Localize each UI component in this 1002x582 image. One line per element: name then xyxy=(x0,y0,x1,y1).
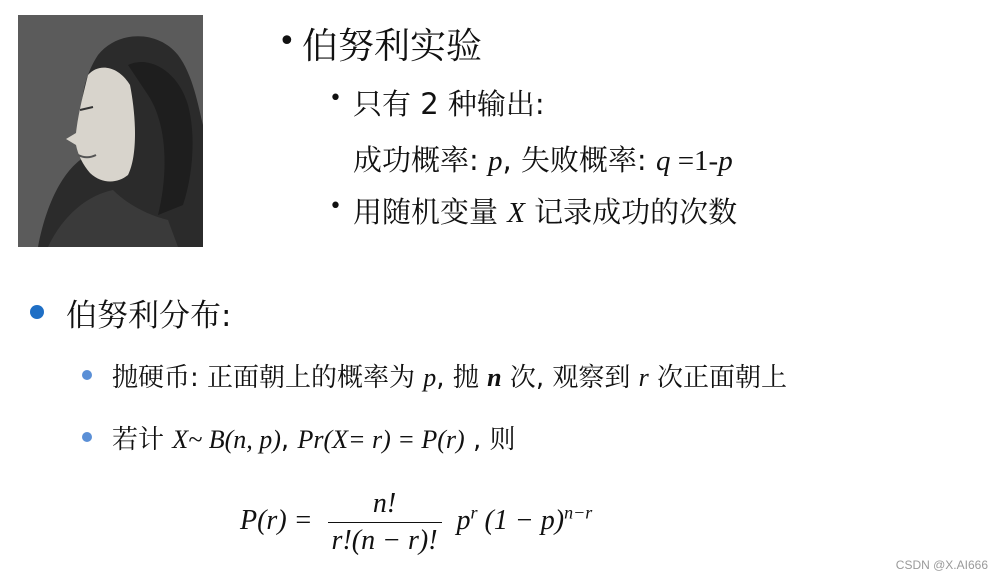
coin-text-a: 抛硬币: 正面朝上的概率为 xyxy=(112,363,424,393)
formula-numerator: n! xyxy=(328,488,442,523)
title-bullet: • xyxy=(278,24,296,59)
list-item-coin xyxy=(112,357,787,394)
fail-label: , 失败概率: xyxy=(502,143,656,177)
formula-fraction xyxy=(328,488,442,557)
binomial-formula xyxy=(240,488,592,557)
formula-paren-exp: n−r xyxy=(564,502,593,523)
sub-bullet-random-variable xyxy=(353,190,737,231)
formula-denominator: r!(n − r)! xyxy=(331,525,438,556)
coin-text-d: 次正面朝上 xyxy=(648,363,788,393)
var-X: X xyxy=(507,197,525,229)
list-bullet xyxy=(82,432,92,442)
var-p2: p xyxy=(718,145,733,177)
sub-bullet-outputs xyxy=(353,82,545,123)
success-label: 成功概率: xyxy=(353,143,488,177)
portrait-image xyxy=(18,15,203,247)
var-p: p xyxy=(488,145,503,177)
bullet: • xyxy=(329,86,342,111)
coin-text-c: 次, 观察到 xyxy=(501,363,639,393)
watermark: CSDN @X.AI666 xyxy=(895,558,988,572)
binomial-text-a: 若计 xyxy=(112,425,173,455)
section-title: 伯努利分布: xyxy=(66,298,232,334)
binomial-expr: X~ B(n, p) xyxy=(172,425,281,454)
outputs-text: 只有 2 种输出: xyxy=(353,87,545,121)
binomial-text-b: , xyxy=(280,425,298,455)
rv-text-b: 记录成功的次数 xyxy=(524,195,738,229)
var-n: n xyxy=(487,363,502,392)
formula-p-base: p xyxy=(456,504,471,536)
binomial-text-c: , 则 xyxy=(464,425,516,455)
coin-text-b: , 抛 xyxy=(436,363,488,393)
equals-text: =1- xyxy=(670,145,719,177)
list-item-binomial xyxy=(112,419,515,456)
section-bullet xyxy=(30,305,44,319)
formula-lhs: P(r) = xyxy=(240,504,313,536)
slide-title: 伯努利实验 xyxy=(302,26,483,67)
rv-text-a: 用随机变量 xyxy=(353,195,508,229)
var-r: r xyxy=(638,363,649,392)
bullet: • xyxy=(329,194,342,219)
formula-paren: (1 − p) xyxy=(484,504,565,536)
probability-line xyxy=(353,138,733,179)
formula-p-exp: r xyxy=(470,502,478,523)
var-q: q xyxy=(655,145,671,177)
probability-expr: Pr(X= r) = P(r) xyxy=(297,425,465,454)
list-bullet xyxy=(82,370,92,380)
var-p: p xyxy=(423,363,437,392)
